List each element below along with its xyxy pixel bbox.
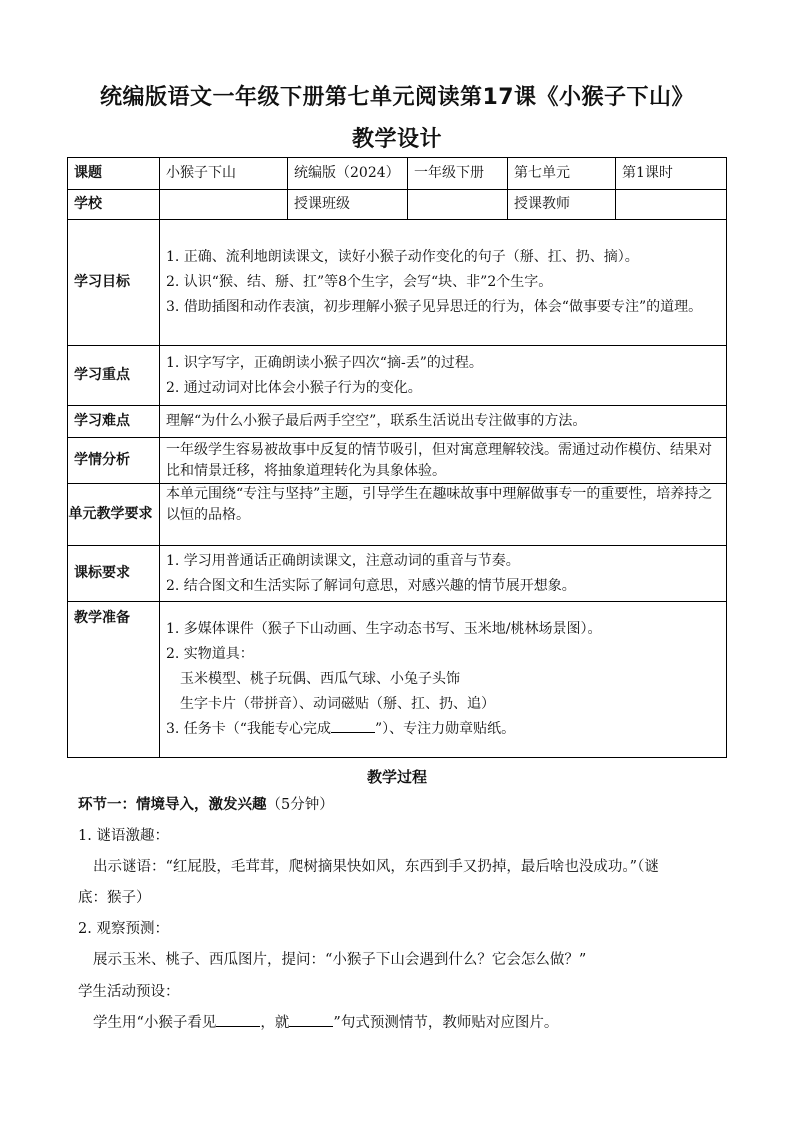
step1-paragraph: 出示谜语：“红屁股，毛茸茸，爬树摘果快如风，东西到手又扔掉，最后啥也没成功。”（谜 bbox=[93, 859, 659, 875]
preparation-item: 2. 实物道具： bbox=[166, 646, 254, 662]
header-row bbox=[68, 158, 727, 190]
document-title: 统编版语文一年级下册第七单元阅读第17课《小猴子下山》 bbox=[99, 85, 695, 110]
learner-analysis-label: 学情分析 bbox=[68, 438, 160, 484]
key-point-item: 2. 通过动词对比体会小猴子行为的变化。 bbox=[166, 379, 422, 396]
process-title: 教学过程 bbox=[366, 768, 427, 786]
preparation-item bbox=[166, 719, 720, 740]
teacher-label: 授课教师 bbox=[508, 190, 616, 220]
preparation-row bbox=[68, 602, 727, 758]
step1-paragraph: 展示玉米、桃子、西瓜图片，提问：“小猴子下山会遇到什么？它会怎么做？” bbox=[93, 952, 587, 968]
objectives-label: 学习目标 bbox=[68, 220, 160, 346]
fill-blank bbox=[289, 1014, 333, 1027]
curriculum-content bbox=[160, 546, 727, 602]
preparation-subitem: 生字卡片（带拼音）、动词磁贴（掰、扛、扔、追） bbox=[180, 696, 495, 712]
difficulties-row bbox=[68, 406, 727, 438]
key-points-label: 学习重点 bbox=[68, 346, 160, 406]
class-label: 授课班级 bbox=[288, 190, 408, 220]
school-row bbox=[68, 190, 727, 220]
objective-item: 1. 正确、流利地朗读课文，读好小猴子动作变化的句子（掰、扛、扔、摘）。 bbox=[166, 249, 639, 265]
document-subtitle: 教学设计 bbox=[351, 127, 442, 152]
preparation-item: 1. 多媒体课件（猴子下山动画、生字动态书写、玉米地/桃林场景图）。 bbox=[166, 621, 602, 637]
key-points-content bbox=[160, 346, 727, 406]
class-value bbox=[408, 190, 508, 220]
learner-analysis-content: 一年级学生容易被故事中反复的情节吸引，但对寓意理解较浅。需通过动作模仿、结果对比和情景迁移，将抽象道理转化为具象体验。 bbox=[160, 438, 727, 484]
lesson-name: 小猴子下山 bbox=[160, 158, 288, 190]
unit-cell: 第七单元 bbox=[508, 158, 616, 190]
lesson-plan-table bbox=[67, 157, 727, 758]
step1-paragraph: 学生活动预设： bbox=[78, 984, 180, 1000]
objectives-row bbox=[68, 220, 727, 346]
step1-paragraph: 2. 观察预测： bbox=[78, 921, 169, 937]
preparation-label: 教学准备 bbox=[68, 602, 160, 758]
step1-paragraph: 1. 谜语激趣： bbox=[78, 828, 169, 844]
key-point-item: 1. 识字写字，正确朗读小猴子四次“摘-丢”的过程。 bbox=[166, 354, 483, 371]
objectives-content bbox=[160, 220, 727, 346]
step1-heading-duration: （5分钟） bbox=[266, 797, 334, 813]
sentence-pattern-start: 学生用“小猴子看见 bbox=[93, 1015, 217, 1031]
unit-requirements-row bbox=[68, 484, 727, 546]
curriculum-label: 课标要求 bbox=[68, 546, 160, 602]
objective-item: 3. 借助插图和动作表演，初步理解小猴子见异思迁的行为，体会“做事要专注”的道理。 bbox=[166, 299, 703, 315]
grade-cell: 一年级下册 bbox=[408, 158, 508, 190]
unit-requirements-content: 本单元围绕“专注与坚持”主题，引导学生在趣味故事中理解做事专一的重要性，培养持之以恒的品格。 bbox=[160, 484, 727, 546]
learner-analysis-row bbox=[68, 438, 727, 484]
school-value bbox=[160, 190, 288, 220]
key-points-row bbox=[68, 346, 727, 406]
sentence-pattern-end: ”句式预测情节，教师贴对应图片。 bbox=[333, 1015, 559, 1031]
fill-blank bbox=[216, 1014, 260, 1027]
school-label: 学校 bbox=[68, 190, 160, 220]
preparation-subitem: 玉米模型、桃子玩偶、西瓜气球、小兔子头饰 bbox=[180, 671, 460, 687]
period-cell: 第1课时 bbox=[616, 158, 727, 190]
preparation-content bbox=[160, 602, 727, 758]
curriculum-row bbox=[68, 546, 727, 602]
step1-heading bbox=[78, 795, 334, 817]
fill-blank bbox=[331, 720, 375, 733]
step1-paragraph: 底：猴子） bbox=[78, 890, 151, 906]
difficulties-content: 理解“为什么小猴子最后两手空空”，联系生活说出专注做事的方法。 bbox=[160, 406, 727, 438]
step1-paragraph bbox=[93, 1013, 558, 1035]
curriculum-item: 1. 学习用普通话正确朗读课文，注意动词的重音与节奏。 bbox=[166, 552, 520, 569]
task-card-text-end: ”）、专注力勋章贴纸。 bbox=[374, 721, 516, 737]
difficulties-label: 学习难点 bbox=[68, 406, 160, 438]
unit-requirements-label: 单元教学要求 bbox=[68, 484, 160, 546]
step1-heading-bold: 环节一：情境导入，激发兴趣 bbox=[78, 797, 267, 813]
teacher-value bbox=[616, 190, 727, 220]
edition-cell: 统编版（2024） bbox=[288, 158, 408, 190]
curriculum-item: 2. 结合图文和生活实际了解词句意思，对感兴趣的情节展开想象。 bbox=[166, 577, 576, 594]
objective-item: 2. 认识“猴、结、掰、扛”等8个生字，会写“块、非”2个生字。 bbox=[166, 274, 553, 290]
lesson-label: 课题 bbox=[68, 158, 160, 190]
task-card-text: 3. 任务卡（“我能专心完成 bbox=[166, 721, 331, 737]
sentence-pattern-mid: ，就 bbox=[260, 1015, 290, 1031]
